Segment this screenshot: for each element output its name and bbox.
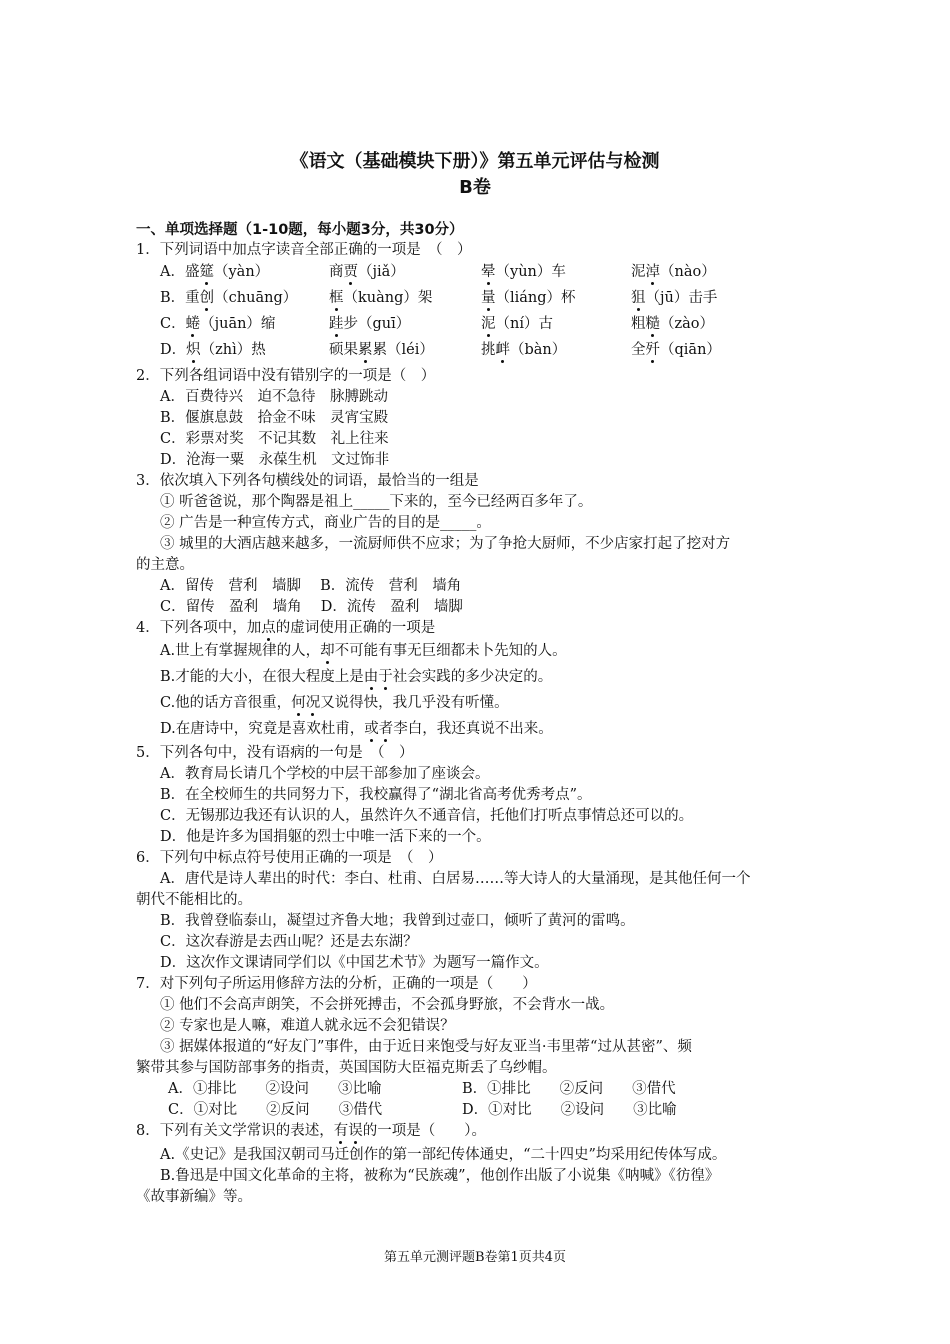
question-8-stem: 8．下列有关文学常识的表述，有误的一项是（ ）。: [136, 1123, 486, 1139]
q8-option-b-cont: 《故事新编》等。: [136, 1189, 252, 1205]
q7-option-b: B．①排比 ②反问 ③借代: [462, 1081, 676, 1097]
q4-option-c: C.他的话方音很重，何况又说得快，我几乎没有听懂。: [160, 695, 509, 711]
q1-a2: 商贾（jiǎ）: [329, 264, 405, 280]
q3-options-ab: A．留传 营利 墙脚 B．流传 营利 墙角: [160, 578, 462, 594]
q3-sentence-2: ② 广告是一种宣传方式，商业广告的目的是_____。: [160, 515, 491, 531]
question-1-stem: 1．下列词语中加点字读音全部正确的一项是 （ ）: [136, 242, 472, 258]
q5-option-c: C．无锡那边我还有认识的人，虽然许久不通音信，托他们打听点事情总还可以的。: [160, 808, 694, 824]
q4-option-d: D.在唐诗中，究竟是喜欢杜甫，或者李白，我还真说不出来。: [160, 721, 553, 737]
q1-d3: 挑衅（bàn）: [481, 342, 567, 358]
q3-sentence-3: ③ 城里的大酒店越来越多，一流厨师供不应求；为了争抢大厨师，不少店家打起了挖对方: [160, 536, 731, 552]
q1-c1: C．蜷（juān）缩: [160, 316, 276, 332]
q6-option-b: B．我曾登临泰山，凝望过齐鲁大地；我曾到过壶口，倾听了黄河的雷鸣。: [160, 913, 635, 929]
q7-sentence-2: ② 专家也是人嘛，难道人就永远不会犯错误？: [160, 1018, 455, 1034]
q6-option-c: C．这次春游是去西山呢？还是去东湖？: [160, 934, 418, 950]
q7-option-d: D．①对比 ②设问 ③比喻: [462, 1102, 677, 1118]
q7-option-a: A．①排比 ②设问 ③比喻: [168, 1081, 382, 1097]
q7-sentence-1: ① 他们不会高声朗笑，不会拼死搏击，不会孤身野旅，不会背水一战。: [160, 997, 615, 1013]
q3-options-cd: C．留传 盈利 墙角 D．流传 盈利 墙脚: [160, 599, 463, 615]
q2-option-d: D．沧海一粟 永葆生机 文过饰非: [160, 452, 390, 468]
q8-option-b: B.鲁迅是中国文化革命的主将，被称为“民族魂”，他创作出版了小说集《呐喊》《彷徨》: [160, 1168, 720, 1184]
q1-d1: D．炽（zhì）热: [160, 342, 266, 358]
q5-option-a: A．教育局长请几个学校的中层干部参加了座谈会。: [160, 766, 490, 782]
q4-option-a: A.世上有掌握规律的人，却不可能有事无巨细都未卜先知的人。: [160, 643, 567, 659]
q1-c4: 粗糙（zào）: [631, 316, 715, 332]
q1-a4: 泥淖（nào）: [631, 264, 716, 280]
q7-sentence-3-cont: 繁带其参与国防部事务的指责，英国国防大臣福克斯丢了乌纱帽。: [136, 1060, 557, 1076]
q1-c2: 跬步（guī）: [329, 316, 411, 332]
q4-option-b: B.才能的大小，在很大程度上是由于社会实践的多少决定的。: [160, 669, 553, 685]
question-3-stem: 3．依次填入下列各句横线处的词语，最恰当的一组是: [136, 473, 479, 489]
page-footer: 第五单元测评题B卷第1页共4页: [383, 1250, 567, 1265]
q8-option-a: A.《史记》是我国汉朝司马迁创作的第一部纪传体通史，“二十四史”均采用纪传体写成。: [160, 1147, 727, 1163]
q1-a1: A．盛筵（yàn）: [160, 264, 270, 280]
q1-d4: 全歼（qiān）: [631, 342, 721, 358]
q6-option-a: A．唐代是诗人辈出的时代：李白、杜甫、白居易……等大诗人的大量涌现，是其他任何一个: [160, 871, 751, 887]
q1-b2: 框（kuàng）架: [329, 290, 433, 306]
question-7-stem: 7．对下列句子所运用修辞方法的分析，正确的一项是（ ）: [136, 976, 537, 992]
q7-sentence-3: ③ 据媒体报道的“好友门”事件，由于近日来饱受与好友亚当·韦里蒂“过从甚密”、频: [160, 1039, 692, 1055]
page-title: 《语文（基础模块下册）》第五单元评估与检测: [290, 151, 660, 172]
q1-d2: 硕果累累（léi）: [329, 342, 434, 358]
q2-option-b: B．偃旗息鼓 拾金不味 灵宵宝殿: [160, 410, 389, 426]
section-heading: 一、单项选择题（1-10题，每小题3分，共30分）: [136, 222, 464, 238]
q1-c3: 泥（ní）古: [481, 316, 553, 332]
q1-b1: B．重创（chuāng）: [160, 290, 298, 306]
page-subtitle: B卷: [459, 177, 491, 198]
question-5-stem: 5．下列各句中，没有语病的一句是 （ ）: [136, 745, 414, 761]
q7-option-c: C．①对比 ②反问 ③借代: [168, 1102, 383, 1118]
q5-option-d: D．他是许多为国捐躯的烈士中唯一活下来的一个。: [160, 829, 491, 845]
q6-option-d: D．这次作文课请同学们以《中国艺术节》为题写一篇作文。: [160, 955, 549, 971]
question-2-stem: 2．下列各组词语中没有错别字的一项是（ ）: [136, 368, 436, 384]
q2-option-a: A．百费待兴 迫不急待 脉膊跳动: [160, 389, 388, 405]
q1-b4: 狙（jū）击手: [631, 290, 718, 306]
q3-sentence-1: ① 听爸爸说，那个陶器是祖上_____下来的，至今已经两百多年了。: [160, 494, 593, 510]
question-6-stem: 6．下列句中标点符号使用正确的一项是 （ ）: [136, 850, 443, 866]
q1-a3: 晕（yùn）车: [481, 264, 566, 280]
question-4-stem: 4．下列各项中，加点的虚词使用正确的一项是: [136, 620, 436, 636]
q2-option-c: C．彩票对奖 不记其数 礼上往来: [160, 431, 389, 447]
q3-sentence-3-cont: 的主意。: [136, 557, 194, 573]
q5-option-b: B．在全校师生的共同努力下，我校赢得了“湖北省高考优秀考点”。: [160, 787, 592, 803]
q6-option-a-cont: 朝代不能相比的。: [136, 892, 252, 908]
q1-b3: 量（liáng）杯: [481, 290, 576, 306]
